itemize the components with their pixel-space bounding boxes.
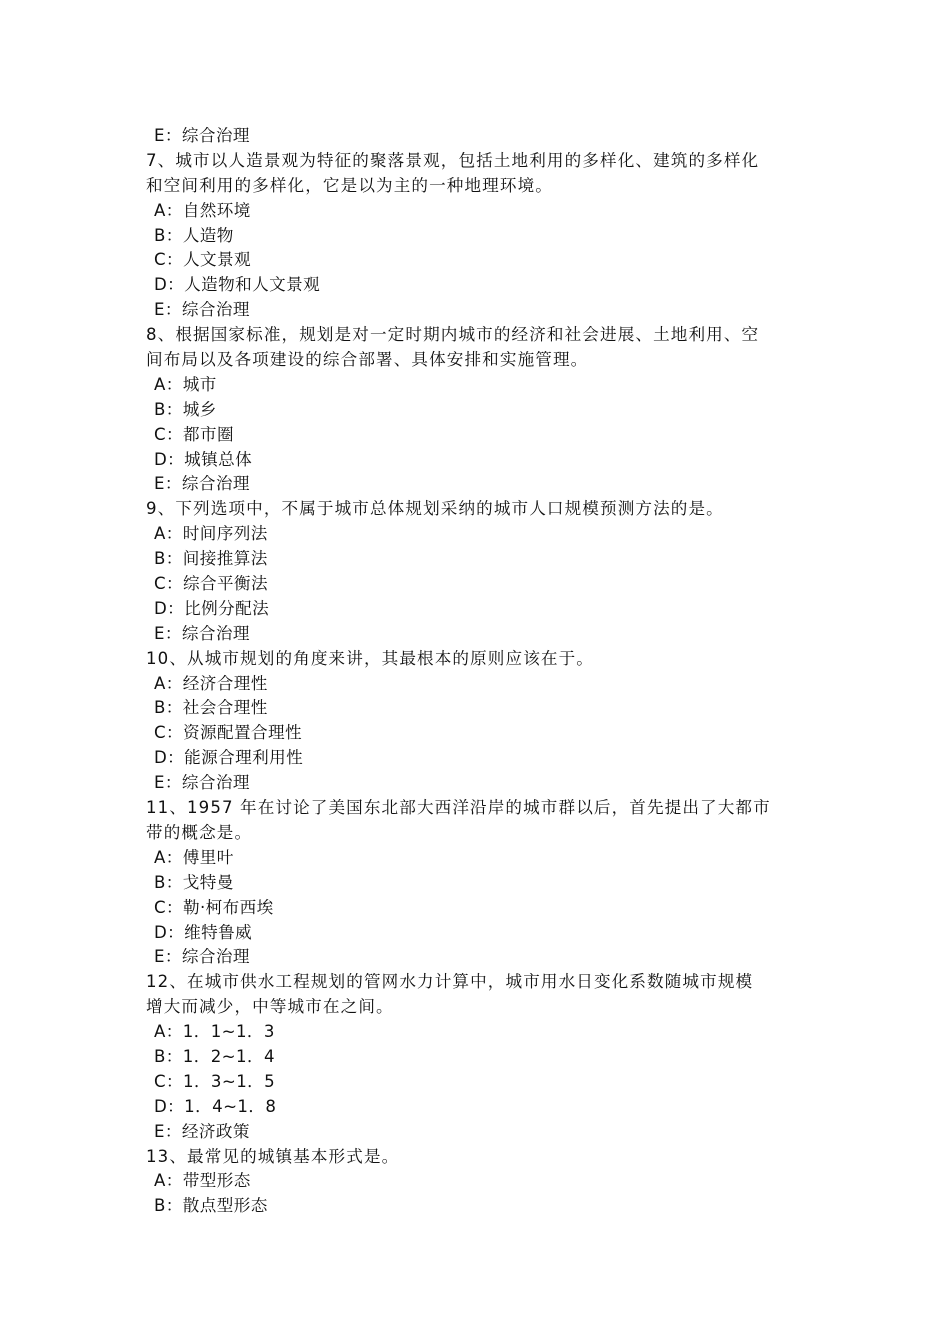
answer-option: E：综合治理 bbox=[154, 300, 250, 320]
answer-option: E：综合治理 bbox=[154, 126, 250, 145]
answer-option: C：1．3~1．5 bbox=[154, 1071, 276, 1091]
answer-option: A：城市 bbox=[154, 374, 217, 394]
answer-option: D：1．4~1．8 bbox=[154, 1096, 277, 1116]
question-text-line: 带的概念是。 bbox=[146, 822, 253, 842]
answer-option: B：人造物 bbox=[154, 225, 234, 245]
answer-option: A：带型形态 bbox=[154, 1171, 251, 1191]
question-text-line: 11、1957 年在讨论了美国东北部大西洋沿岸的城市群以后，首先提出了大都市 bbox=[146, 798, 771, 818]
answer-option: B：散点型形态 bbox=[154, 1196, 268, 1216]
question-text-line: 7、城市以人造景观为特征的聚落景观，包括土地利用的多样化、建筑的多样化 bbox=[146, 150, 760, 170]
question-text-line: 和空间利用的多样化，它是以为主的一种地理环境。 bbox=[146, 175, 553, 195]
answer-option: C：资源配置合理性 bbox=[154, 723, 302, 743]
answer-option: B：社会合理性 bbox=[154, 698, 268, 718]
answer-option: B：1．2~1．4 bbox=[154, 1046, 275, 1066]
answer-option: E：综合治理 bbox=[154, 773, 250, 793]
question-text-line: 13、最常见的城镇基本形式是。 bbox=[146, 1146, 400, 1166]
question-text-line: 10、从城市规划的角度来讲，其最根本的原则应该在于。 bbox=[146, 648, 594, 668]
question-text-line: 增大而减少，中等城市在之间。 bbox=[146, 997, 394, 1017]
answer-option: E：综合治理 bbox=[154, 623, 250, 643]
question-text-line: 12、在城市供水工程规划的管网水力计算中，城市用水日变化系数随城市规模 bbox=[146, 972, 754, 992]
answer-option: E：综合治理 bbox=[154, 474, 250, 494]
question-text-line: 8、根据国家标准，规划是对一定时期内城市的经济和社会进展、土地利用、空 bbox=[146, 325, 760, 345]
answer-option: A：1．1~1．3 bbox=[154, 1022, 275, 1042]
exam-text-body bbox=[146, 124, 811, 1219]
answer-option: C：都市圈 bbox=[154, 424, 234, 444]
answer-option: C：勒·柯布西埃 bbox=[154, 897, 274, 917]
answer-option: B：戈特曼 bbox=[154, 872, 234, 892]
answer-option: A：傅里叶 bbox=[154, 847, 234, 867]
answer-option: A：经济合理性 bbox=[154, 673, 268, 693]
answer-option: D：能源合理利用性 bbox=[154, 748, 304, 768]
question-text-line: 间布局以及各项建设的综合部署、具体安排和实施管理。 bbox=[146, 350, 589, 370]
answer-option: D：比例分配法 bbox=[154, 598, 270, 618]
answer-option: D：城镇总体 bbox=[154, 449, 253, 469]
question-text-line: 9、下列选项中，不属于城市总体规划采纳的城市人口规模预测方法的是。 bbox=[146, 499, 724, 519]
answer-option: B：间接推算法 bbox=[154, 549, 268, 569]
answer-option: E：综合治理 bbox=[154, 947, 250, 967]
answer-option: D：人造物和人文景观 bbox=[154, 275, 321, 295]
answer-option: B：城乡 bbox=[154, 399, 217, 419]
answer-option: A：自然环境 bbox=[154, 200, 251, 220]
answer-option: C：人文景观 bbox=[154, 250, 251, 270]
answer-option: D：维特鲁威 bbox=[154, 922, 253, 942]
answer-option: A：时间序列法 bbox=[154, 524, 268, 544]
answer-option: E：经济政策 bbox=[154, 1121, 250, 1141]
answer-option: C：综合平衡法 bbox=[154, 574, 268, 594]
